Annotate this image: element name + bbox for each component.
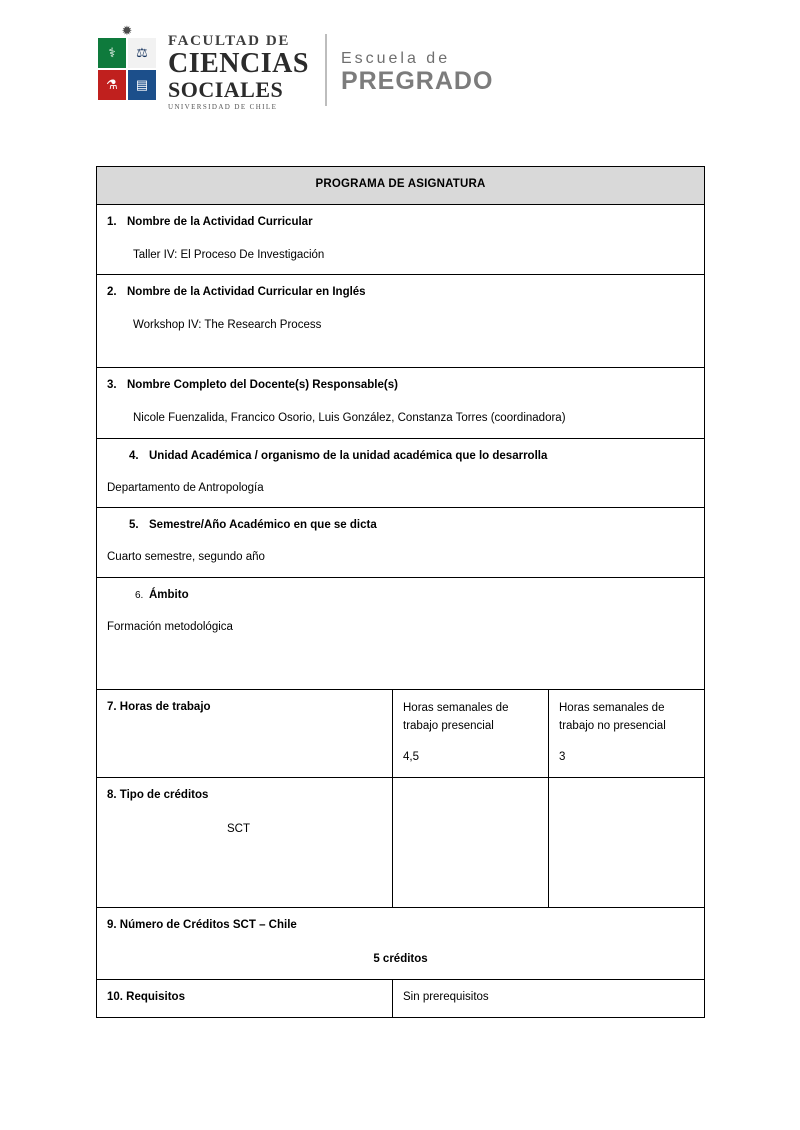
section-4-cell (97, 438, 705, 508)
section-2-spacer (107, 335, 694, 357)
table-row-section-4 (97, 438, 705, 508)
section-2-heading: Nombre de la Actividad Curricular en Inglés (127, 286, 366, 299)
section-4-number: 4. (129, 449, 139, 462)
faculty-title-block (168, 34, 309, 111)
work-hours-presencial-value: 4,5 (403, 751, 419, 764)
credit-type-empty-cell-2 (549, 778, 705, 908)
table-row-credit-number (97, 908, 705, 980)
faculty-line-3: SOCIALES (168, 76, 284, 102)
credit-number-cell (97, 908, 705, 980)
table-row-section-6 (97, 577, 705, 689)
work-hours-heading: 7. Horas de trabajo (107, 700, 211, 713)
credit-type-value: SCT (227, 822, 250, 835)
table-row-section-5 (97, 508, 705, 578)
requirements-heading-cell (97, 979, 393, 1017)
section-6-number: 6. (135, 589, 144, 601)
syllabus-table (96, 166, 705, 1018)
table-row-section-3 (97, 368, 705, 439)
credit-number-value: 5 créditos (373, 952, 428, 965)
red-quadrant-icon: ⚗ (98, 70, 126, 100)
section-4-heading-row (107, 448, 694, 466)
faculty-line-1: FACULTAD DE (168, 33, 290, 49)
section-4-value: Departamento de Antropología (107, 481, 264, 494)
section-1-number: 1. (107, 215, 117, 228)
table-row-requirements (97, 979, 705, 1017)
section-3-heading: Nombre Completo del Docente(s) Responsable(s) (127, 379, 398, 392)
credit-type-heading: 8. Tipo de créditos (107, 789, 209, 802)
section-2-value: Workshop IV: The Research Process (133, 319, 322, 332)
section-3-cell (97, 368, 705, 439)
work-hours-no-presencial-cell (549, 689, 705, 778)
section-3-value: Nicole Fuenzalida, Francico Osorio, Luis González, Constanza Torres (coordinadora) (133, 411, 566, 424)
green-quadrant-icon: ⚕ (98, 38, 126, 68)
table-row-work-hours (97, 689, 705, 778)
requirements-heading: 10. Requisitos (107, 990, 185, 1003)
work-hours-heading-cell (97, 689, 393, 778)
credit-number-heading: 9. Número de Créditos SCT – Chile (107, 919, 297, 932)
section-1-heading: Nombre de la Actividad Curricular (127, 215, 313, 228)
document-header (96, 22, 493, 112)
faculty-line-2: CIENCIAS (168, 47, 309, 79)
faculty-line-4: UNIVERSIDAD DE CHILE (168, 102, 278, 111)
section-1-value: Taller IV: El Proceso De Investigación (133, 248, 325, 261)
school-line-1: Escuela de (340, 50, 451, 67)
section-2-cell (97, 275, 705, 368)
section-5-cell (97, 508, 705, 578)
requirements-value-cell: Sin prerequisitos (393, 979, 705, 1017)
section-6-value: Formación metodológica (107, 620, 233, 633)
white-quadrant-icon: ⚖ (128, 38, 156, 68)
section-1-cell (97, 204, 705, 275)
section-6-cell (97, 577, 705, 689)
table-row-credit-type (97, 778, 705, 908)
program-banner: PROGRAMA DE ASIGNATURA (97, 167, 705, 205)
blue-quadrant-icon: ▤ (128, 70, 156, 100)
section-5-value: Cuarto semestre, segundo año (107, 551, 265, 564)
work-hours-presencial-label: Horas semanales de trabajo presencial (403, 701, 509, 732)
school-line-2: PREGRADO (340, 66, 494, 95)
section-5-heading: Semestre/Año Académico en que se dicta (149, 519, 377, 532)
section-5-heading-row (107, 517, 694, 535)
section-5-number: 5. (129, 519, 139, 532)
work-hours-no-presencial-value: 3 (559, 751, 566, 764)
section-2-heading-row (107, 284, 694, 302)
section-3-heading-row (107, 377, 694, 395)
credit-type-cell (97, 778, 393, 908)
university-crest-icon (96, 22, 158, 112)
crest-star-icon: ✹ (121, 22, 133, 38)
crest-shield (98, 38, 156, 100)
table-row-section-1 (97, 204, 705, 275)
work-hours-no-presencial-label: Horas semanales de trabajo no presencial (559, 701, 666, 732)
table-row-section-2 (97, 275, 705, 368)
section-4-heading: Unidad Académica / organismo de la unidad académica que lo desarrolla (149, 449, 548, 462)
header-divider (325, 34, 327, 106)
table-row-banner (97, 167, 705, 205)
section-6-heading: Ámbito (149, 588, 189, 601)
crest-star-wrap (96, 22, 158, 38)
work-hours-presencial-cell (393, 689, 549, 778)
section-6-spacer (107, 637, 694, 679)
section-2-number: 2. (107, 286, 117, 299)
school-title-block (341, 50, 493, 94)
section-1-heading-row (107, 214, 694, 232)
section-3-number: 3. (107, 379, 117, 392)
section-6-heading-row (107, 587, 694, 605)
credit-type-empty-cell-1 (393, 778, 549, 908)
